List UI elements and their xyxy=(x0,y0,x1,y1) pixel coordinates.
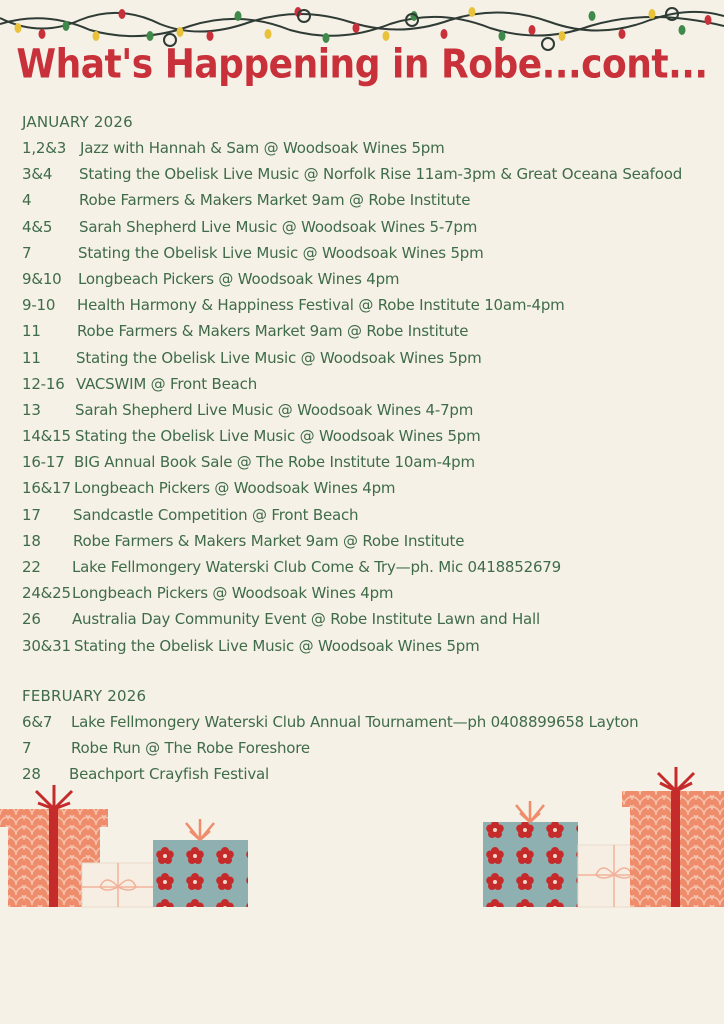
event-description: Stating the Obelisk Live Music @ Norfolk Rise 11am-3pm & Great Oceana Seafood xyxy=(79,165,683,184)
event-date: 7 xyxy=(22,243,32,262)
event-date: 30&31 xyxy=(22,636,71,655)
event-description: Sarah Shepherd Live Music @ Woodsoak Wines 4-7pm xyxy=(75,400,474,419)
event-date: 16-17 xyxy=(22,453,65,472)
event-description: Robe Farmers & Makers Market 9am @ Robe Institute xyxy=(77,322,469,341)
event-date: 4 xyxy=(22,191,32,210)
event-description: Stating the Obelisk Live Music @ Woodsoak Wines 5pm xyxy=(74,636,480,655)
event-date: 1,2&3 xyxy=(22,139,67,157)
event-description: Stating the Obelisk Live Music @ Woodsoak Wines 5pm xyxy=(78,243,484,262)
gift-boxes-decoration xyxy=(0,765,724,910)
event-row xyxy=(22,240,712,266)
event-description: Longbeach Pickers @ Woodsoak Wines 4pm xyxy=(78,269,400,288)
event-date: 18 xyxy=(22,531,41,550)
event-description: VACSWIM @ Front Beach xyxy=(76,374,258,393)
event-date: 28 xyxy=(22,765,41,784)
event-row xyxy=(22,161,712,187)
event-row xyxy=(22,187,712,213)
event-row xyxy=(22,292,712,318)
event-row xyxy=(22,371,712,397)
event-description: Robe Farmers & Makers Market 9am @ Robe Institute xyxy=(79,191,471,210)
event-row xyxy=(22,528,712,554)
event-date: 4&5 xyxy=(22,217,53,236)
january-section xyxy=(22,109,712,659)
event-row xyxy=(22,318,712,344)
event-description: Lake Fellmongery Waterski Club Annual Tournament—ph 0408899658 Layton xyxy=(71,713,639,731)
event-date: 24&25 xyxy=(22,584,71,603)
event-date: 9-10 xyxy=(22,296,56,315)
event-row xyxy=(22,449,712,475)
event-row xyxy=(22,423,712,449)
event-date: 14&15 xyxy=(22,427,71,446)
event-description: Health Harmony & Happiness Festival @ Robe Institute 10am-4pm xyxy=(77,296,565,315)
event-row xyxy=(22,709,712,735)
event-date: 22 xyxy=(22,558,41,576)
event-date: 9&10 xyxy=(22,269,62,288)
event-description: BIG Annual Book Sale @ The Robe Institute 10am-4pm xyxy=(74,453,475,472)
event-row xyxy=(22,214,712,240)
event-date: 26 xyxy=(22,610,41,629)
event-description: Lake Fellmongery Waterski Club Come & Try—ph. Mic 0418852679 xyxy=(72,558,561,576)
january-event-list xyxy=(22,135,712,659)
event-row xyxy=(22,554,712,580)
event-row xyxy=(22,502,712,528)
event-description: Beachport Crayfish Festival xyxy=(69,765,269,784)
february-heading: FEBRUARY 2026 xyxy=(22,687,147,705)
event-date: 13 xyxy=(22,400,41,419)
event-row xyxy=(22,266,712,292)
event-date: 3&4 xyxy=(22,165,53,184)
event-description: Stating the Obelisk Live Music @ Woodsoak Wines 5pm xyxy=(75,427,481,446)
event-description: Jazz with Hannah & Sam @ Woodsoak Wines 5pm xyxy=(80,139,445,157)
event-description: Stating the Obelisk Live Music @ Woodsoak Wines 5pm xyxy=(76,348,482,367)
event-date: 6&7 xyxy=(22,713,53,731)
event-description: Robe Run @ The Robe Foreshore xyxy=(71,739,310,758)
event-date: 11 xyxy=(22,322,41,341)
event-date: 11 xyxy=(22,348,41,367)
page-title: What's Happening in Robe...cont... xyxy=(16,41,708,88)
event-row xyxy=(22,475,712,501)
event-date: 17 xyxy=(22,505,41,524)
event-row xyxy=(22,735,712,761)
event-date: 16&17 xyxy=(22,479,71,498)
january-heading: JANUARY 2026 xyxy=(22,113,133,131)
event-row xyxy=(22,345,712,371)
event-description: Longbeach Pickers @ Woodsoak Wines 4pm xyxy=(74,479,396,498)
event-description: Robe Farmers & Makers Market 9am @ Robe Institute xyxy=(73,531,465,550)
event-description: Australia Day Community Event @ Robe Institute Lawn and Hall xyxy=(72,610,540,629)
event-row xyxy=(22,633,712,659)
event-row xyxy=(22,135,712,161)
event-row xyxy=(22,606,712,632)
event-description: Longbeach Pickers @ Woodsoak Wines 4pm xyxy=(72,584,394,603)
event-date: 7 xyxy=(22,739,32,758)
event-description: Sandcastle Competition @ Front Beach xyxy=(73,505,359,524)
event-row xyxy=(22,580,712,606)
event-row xyxy=(22,397,712,423)
event-date: 12-16 xyxy=(22,374,65,393)
event-description: Sarah Shepherd Live Music @ Woodsoak Wines 5-7pm xyxy=(79,217,478,236)
